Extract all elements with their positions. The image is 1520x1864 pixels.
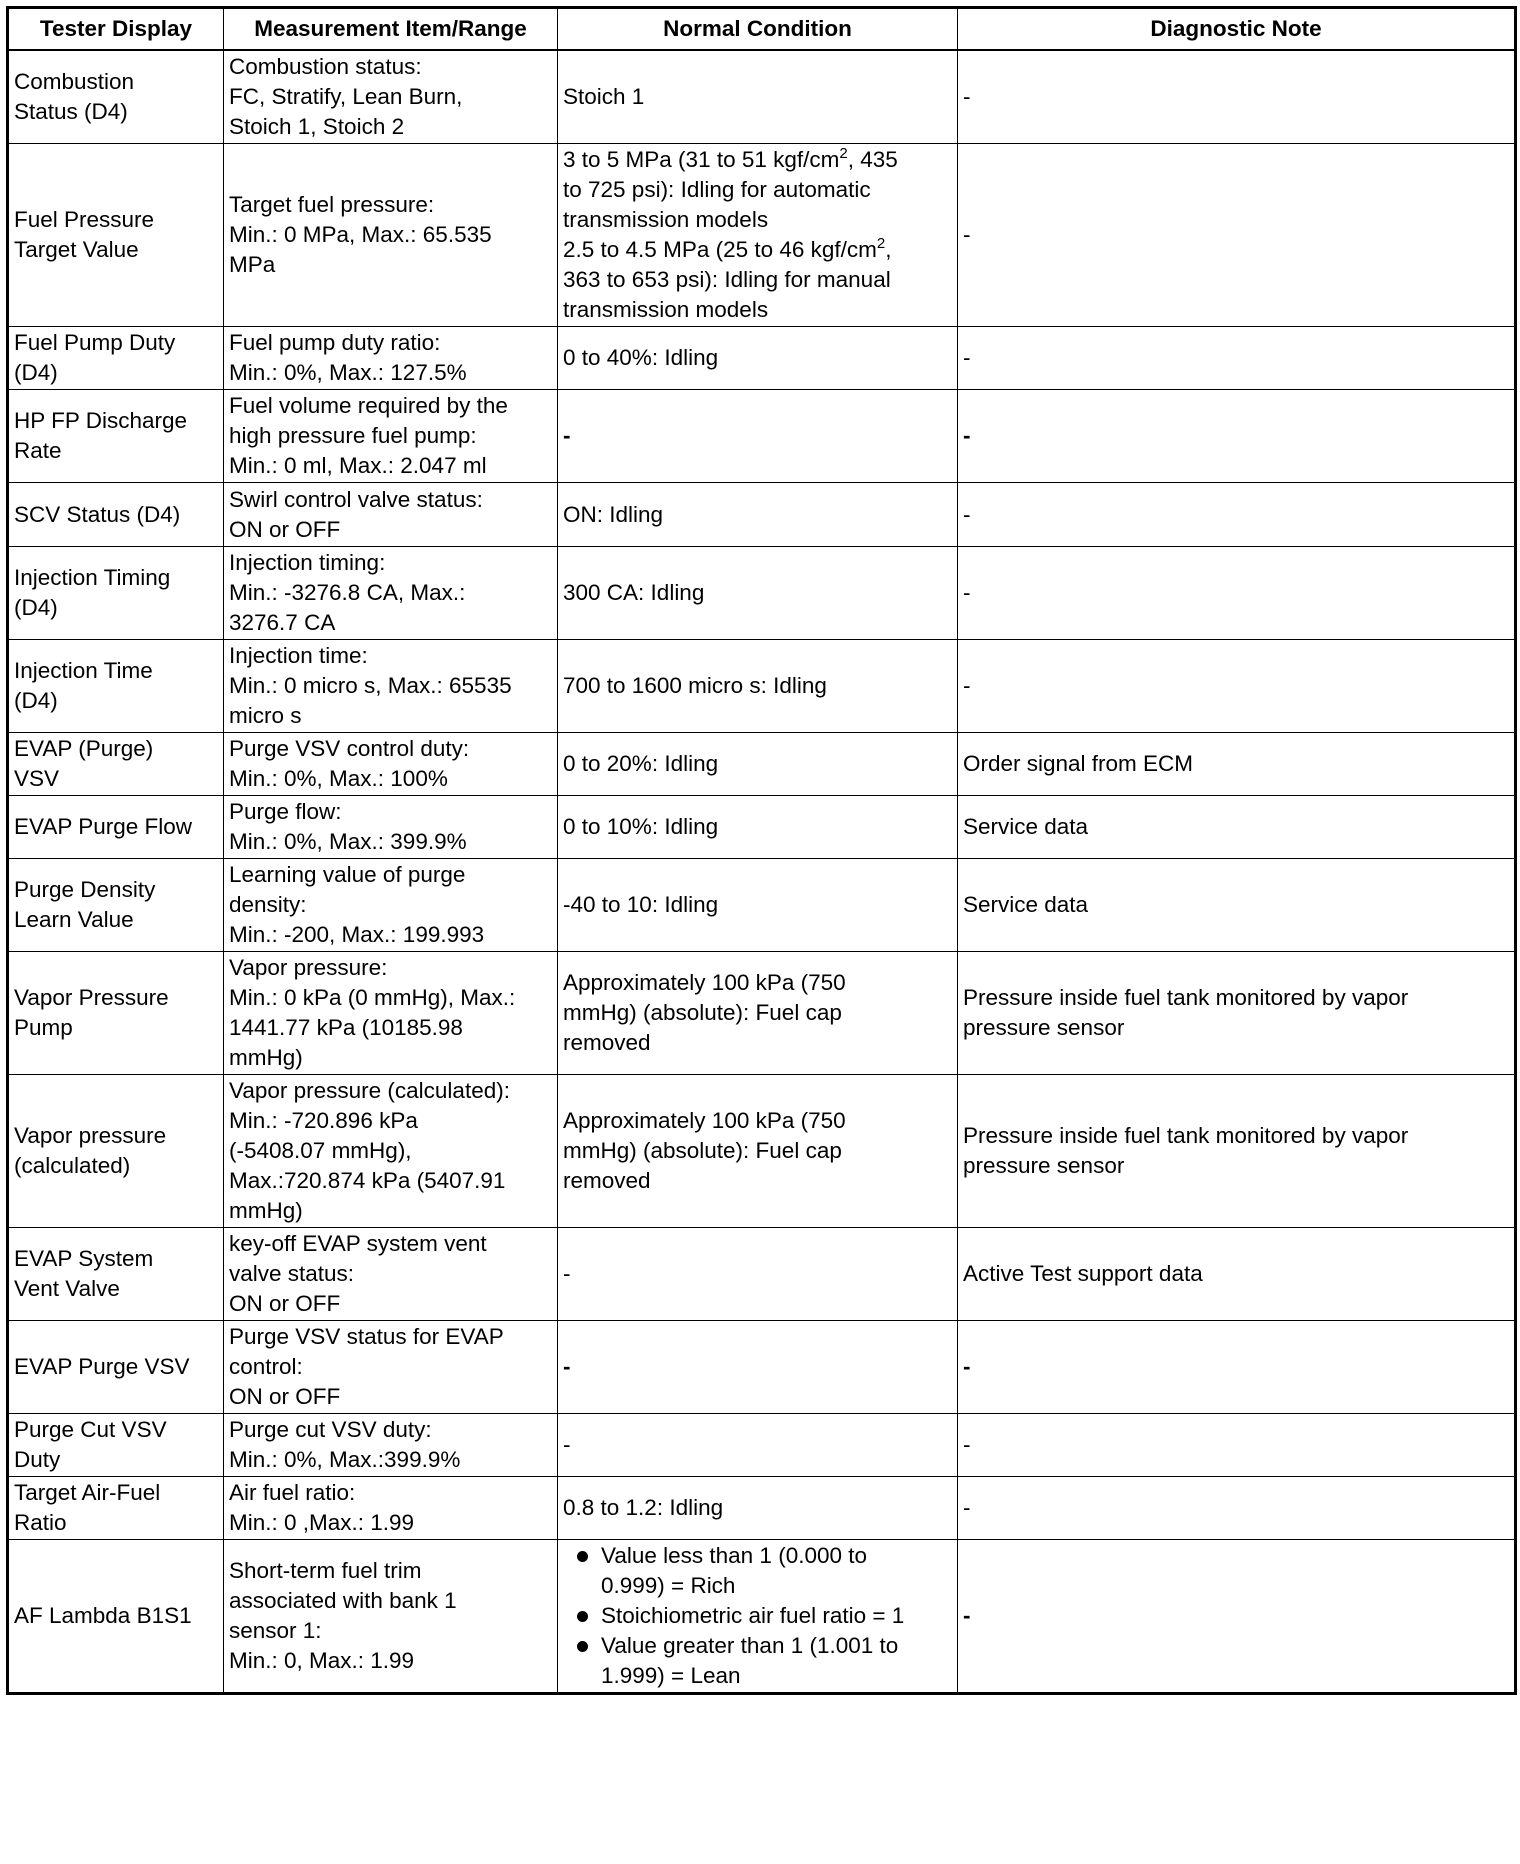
cell-normal-condition: - (558, 390, 958, 483)
cell-diagnostic-note: Order signal from ECM (958, 733, 1516, 796)
cell-tester-display: EVAP (Purge) VSV (8, 733, 224, 796)
bullet-dot-icon (577, 1551, 588, 1562)
cell-diagnostic-note: - (958, 144, 1516, 327)
cell-normal-condition: 0 to 40%: Idling (558, 327, 958, 390)
cell-diagnostic-note: Service data (958, 796, 1516, 859)
table-row (8, 640, 1516, 733)
cell-normal-condition (558, 144, 958, 327)
cell-measurement-item: Injection time: Min.: 0 micro s, Max.: 65535 micro s (224, 640, 558, 733)
table-row (8, 483, 1516, 547)
cell-measurement-item: Short-term fuel trim associated with bank 1 sensor 1: Min.: 0, Max.: 1.99 (224, 1540, 558, 1694)
cell-measurement-item: Vapor pressure: Min.: 0 kPa (0 mmHg), Max.: 1441.77 kPa (10185.98 mmHg) (224, 952, 558, 1075)
cell-measurement-item: Swirl control valve status: ON or OFF (224, 483, 558, 547)
table-header (8, 8, 1516, 51)
cell-measurement-item: Purge cut VSV duty: Min.: 0%, Max.:399.9% (224, 1414, 558, 1477)
bullet-text: Value less than 1 (0.000 to 0.999) = Rich (601, 1543, 868, 1598)
cell-tester-display: Combustion Status (D4) (8, 50, 224, 144)
header-normal-condition: Normal Condition (558, 8, 958, 51)
cell-normal-condition: 300 CA: Idling (558, 547, 958, 640)
table-row (8, 1075, 1516, 1228)
cell-measurement-item: Fuel volume required by the high pressure fuel pump: Min.: 0 ml, Max.: 2.047 ml (224, 390, 558, 483)
cell-measurement-item: Combustion status: FC, Stratify, Lean Burn, Stoich 1, Stoich 2 (224, 50, 558, 144)
cell-tester-display: Fuel Pump Duty (D4) (8, 327, 224, 390)
table-row (8, 327, 1516, 390)
cell-tester-display: Injection Timing (D4) (8, 547, 224, 640)
cell-measurement-item: key-off EVAP system vent valve status: ON or OFF (224, 1228, 558, 1321)
table-row (8, 1321, 1516, 1414)
table-row (8, 1228, 1516, 1321)
bullet-item (563, 1541, 952, 1601)
bullet-item (563, 1601, 952, 1631)
cell-normal-condition: Approximately 100 kPa (750 mmHg) (absolute): Fuel cap removed (558, 1075, 958, 1228)
cell-normal-condition: - (558, 1321, 958, 1414)
header-row (8, 8, 1516, 51)
document-page (6, 6, 1517, 1695)
cell-normal-condition: - (558, 1228, 958, 1321)
cell-tester-display: Target Air-Fuel Ratio (8, 1477, 224, 1540)
table-row (8, 859, 1516, 952)
cell-tester-display: EVAP System Vent Valve (8, 1228, 224, 1321)
bullet-text: Value greater than 1 (1.001 to 1.999) = Lean (601, 1633, 899, 1688)
header-measurement-item: Measurement Item/Range (224, 8, 558, 51)
cell-diagnostic-note: - (958, 390, 1516, 483)
condition-text: , 435 to 725 psi): Idling for automatic transmission models 2.5 to 4.5 MPa (25 to 46 kgf/cm (563, 147, 898, 262)
cell-tester-display: Purge Density Learn Value (8, 859, 224, 952)
cell-measurement-item: Learning value of purge density: Min.: -200, Max.: 199.993 (224, 859, 558, 952)
superscript: 2 (876, 235, 886, 252)
cell-normal-condition: ON: Idling (558, 483, 958, 547)
data-list-table (6, 6, 1517, 1695)
cell-normal-condition: -40 to 10: Idling (558, 859, 958, 952)
bullet-dot-icon (577, 1641, 588, 1652)
cell-diagnostic-note: - (958, 1477, 1516, 1540)
cell-diagnostic-note: Pressure inside fuel tank monitored by vapor pressure sensor (958, 952, 1516, 1075)
cell-diagnostic-note: - (958, 327, 1516, 390)
table-row (8, 144, 1516, 327)
cell-tester-display: HP FP Discharge Rate (8, 390, 224, 483)
cell-tester-display: Purge Cut VSV Duty (8, 1414, 224, 1477)
table-row (8, 50, 1516, 144)
cell-normal-condition: 0 to 10%: Idling (558, 796, 958, 859)
cell-diagnostic-note: - (958, 1540, 1516, 1694)
bullet-dot-icon (577, 1611, 588, 1622)
cell-measurement-item: Target fuel pressure: Min.: 0 MPa, Max.: 65.535 MPa (224, 144, 558, 327)
cell-tester-display: Vapor Pressure Pump (8, 952, 224, 1075)
cell-normal-condition: Stoich 1 (558, 50, 958, 144)
cell-tester-display: EVAP Purge Flow (8, 796, 224, 859)
table-row (8, 1477, 1516, 1540)
cell-measurement-item: Purge VSV status for EVAP control: ON or OFF (224, 1321, 558, 1414)
table-row (8, 390, 1516, 483)
cell-normal-condition: 0 to 20%: Idling (558, 733, 958, 796)
cell-normal-condition: 0.8 to 1.2: Idling (558, 1477, 958, 1540)
cell-normal-condition: - (558, 1414, 958, 1477)
superscript: 2 (839, 145, 848, 162)
cell-tester-display: AF Lambda B1S1 (8, 1540, 224, 1694)
cell-measurement-item: Fuel pump duty ratio: Min.: 0%, Max.: 127.5% (224, 327, 558, 390)
cell-tester-display: SCV Status (D4) (8, 483, 224, 547)
cell-measurement-item: Purge flow: Min.: 0%, Max.: 399.9% (224, 796, 558, 859)
table-row (8, 547, 1516, 640)
cell-diagnostic-note: - (958, 640, 1516, 733)
condition-bullet-list (563, 1541, 952, 1691)
cell-tester-display: Injection Time (D4) (8, 640, 224, 733)
cell-diagnostic-note: Service data (958, 859, 1516, 952)
condition-text: , 363 to 653 psi): Idling for manual transmission models (563, 237, 892, 322)
cell-diagnostic-note: - (958, 1321, 1516, 1414)
table-row (8, 796, 1516, 859)
table-row (8, 733, 1516, 796)
table-row (8, 952, 1516, 1075)
cell-diagnostic-note: Active Test support data (958, 1228, 1516, 1321)
table-row (8, 1414, 1516, 1477)
header-tester-display: Tester Display (8, 8, 224, 51)
cell-diagnostic-note: Pressure inside fuel tank monitored by vapor pressure sensor (958, 1075, 1516, 1228)
cell-diagnostic-note: - (958, 483, 1516, 547)
header-diagnostic-note: Diagnostic Note (958, 8, 1516, 51)
cell-diagnostic-note: - (958, 547, 1516, 640)
condition-text: 3 to 5 MPa (31 to 51 kgf/cm (563, 147, 840, 172)
cell-normal-condition: Approximately 100 kPa (750 mmHg) (absolute): Fuel cap removed (558, 952, 958, 1075)
table-row (8, 1540, 1516, 1694)
bullet-text: Stoichiometric air fuel ratio = 1 (601, 1603, 905, 1628)
cell-normal-condition (558, 1540, 958, 1694)
cell-tester-display: Vapor pressure (calculated) (8, 1075, 224, 1228)
cell-measurement-item: Vapor pressure (calculated): Min.: -720.896 kPa (-5408.07 mmHg), Max.:720.874 kPa (5407.91 mmHg) (224, 1075, 558, 1228)
table-body (8, 50, 1516, 1694)
cell-tester-display: Fuel Pressure Target Value (8, 144, 224, 327)
cell-diagnostic-note: - (958, 1414, 1516, 1477)
cell-normal-condition: 700 to 1600 micro s: Idling (558, 640, 958, 733)
cell-measurement-item: Purge VSV control duty: Min.: 0%, Max.: 100% (224, 733, 558, 796)
cell-measurement-item: Air fuel ratio: Min.: 0 ,Max.: 1.99 (224, 1477, 558, 1540)
cell-tester-display: EVAP Purge VSV (8, 1321, 224, 1414)
cell-measurement-item: Injection timing: Min.: -3276.8 CA, Max.: 3276.7 CA (224, 547, 558, 640)
cell-diagnostic-note: - (958, 50, 1516, 144)
bullet-item (563, 1631, 952, 1691)
